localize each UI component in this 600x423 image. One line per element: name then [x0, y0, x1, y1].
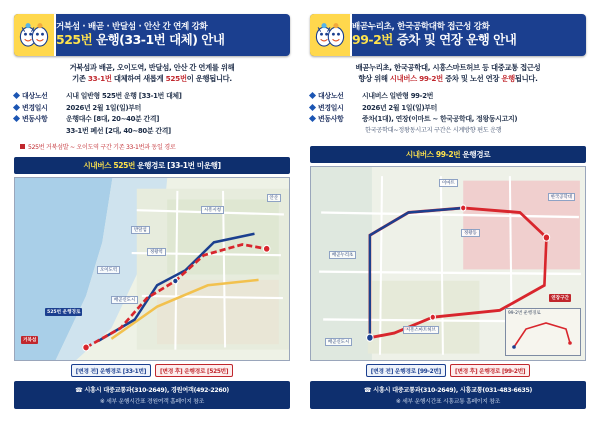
fact-key-label: 변동사항 — [22, 115, 48, 124]
fact-key — [14, 103, 66, 114]
fact-key-label: 변경일시 — [22, 103, 48, 112]
panel-525-note — [20, 142, 290, 151]
intro-line-1: 거북섬과 배곧, 오이도역, 반달섬, 안산 간 연계를 위해 — [69, 63, 235, 72]
panel-99-2-map-title — [310, 146, 586, 163]
fact-value: 2026년 2월 1일(일)부터 — [66, 103, 142, 112]
fact-row — [310, 103, 586, 114]
fact-value: 33-1번 폐선 [2대, 40~80분 간격] — [66, 126, 171, 135]
panel-525-facts — [14, 91, 290, 138]
panel-525-map-title — [14, 157, 290, 174]
footer-note: ※ 세부 운행시간표 시흥교통 홈페이지 참조 — [395, 399, 501, 405]
footer-note: ※ 세부 운행시간표 경원여객 홈페이지 참조 — [99, 399, 205, 405]
panel-525-map[interactable] — [14, 177, 290, 361]
panel-99-2-legend — [310, 364, 586, 377]
banner-title — [352, 33, 516, 47]
intro-2-new-route: 525번 — [165, 73, 187, 83]
diamond-bullet-icon — [309, 115, 316, 122]
map-title-rest: 운행경로 [33-1번 미운행] — [134, 160, 221, 170]
banner-subtitle: 배곧누리초, 한국공학대학 접근성 강화 — [352, 21, 490, 32]
map-label-smart-hub: 시흥스마트허브 — [403, 326, 439, 334]
map-label-baegot: 배곧신도시 — [111, 296, 138, 304]
fact-row — [310, 114, 586, 125]
fact-key — [14, 91, 66, 102]
banner-title-rest: 증차 및 연장 운행 안내 — [392, 32, 517, 48]
map-title-route: 시내버스 525번 — [83, 160, 135, 170]
fact-key — [310, 114, 362, 125]
map-label-korea-polytechnic-univ: 한국공학대 — [548, 193, 575, 201]
fact-row — [14, 103, 290, 114]
map-label-oido-station: 오이도역 — [97, 266, 120, 274]
city-mascot-icon — [313, 18, 347, 52]
map-label-jeongwang-station: 정왕역 — [147, 248, 166, 256]
map-525-graphic — [15, 178, 289, 360]
panel-99-2-map[interactable] — [310, 166, 586, 361]
panel-525-footer — [14, 381, 290, 409]
fact-key — [310, 91, 362, 102]
diamond-bullet-icon — [13, 92, 20, 99]
intro-line-1: 배곧누리초, 한국공학대, 시흥스마트허브 등 대중교통 접근성 — [355, 63, 541, 72]
map-inset-panel — [505, 308, 581, 356]
intro-2-old-route: 33-1번 — [87, 73, 112, 83]
legend-after: [변경 후] 운행경로 [99-2번] — [450, 364, 530, 377]
intro-2a: 향상 위해 — [358, 73, 390, 83]
intro-2b: 대체하여 새롭게 — [111, 73, 166, 83]
map-label-city-hall: 시흥시청 — [201, 206, 224, 214]
legend-before: [변경 전] 운행경로 [33-1번] — [71, 364, 151, 377]
panel-99-2-intro — [310, 63, 586, 85]
panel-525-banner-text — [56, 23, 224, 48]
banner-title-route: 99-2번 — [352, 32, 393, 48]
intro-line-2 — [14, 74, 290, 85]
footer-contact: ☎ 시흥시 대중교통과(310-2649), 경원여객(492-2260) — [75, 387, 229, 394]
legend-after: [변경 후] 운행경로 [525번] — [155, 364, 233, 377]
fact-value: 2026년 2월 1일(일)부터 — [362, 103, 438, 112]
legend-before: [변경 전] 운행경로 [99-2번] — [366, 364, 446, 377]
panel-525 — [8, 10, 296, 413]
banner-title — [56, 33, 224, 47]
panel-99-2-banner-text — [352, 23, 516, 48]
fact-key-label: 대상노선 — [318, 91, 344, 100]
banner-title-route: 525번 — [56, 32, 93, 48]
map-label-baegotnuri-elementary: 배곧누리초 — [329, 251, 356, 259]
fact-subnote: 한국공학대~정왕동시고지 구간은 시계방향 편도 운행 — [365, 126, 502, 134]
intro-2c: 이 운행됩니다. — [186, 73, 232, 83]
panel-525-intro — [14, 63, 290, 85]
map-title-rest: 운행경로 — [460, 149, 491, 159]
footer-contact: ☎ 시흥시 대중교통과(310-2649), 시흥교통(031-483-6635) — [363, 387, 533, 394]
map-legend-route-525: 525번 운행경로 — [47, 310, 81, 315]
fact-value: 증차(1대), 연장(이마트 ~ 한국공학대, 정왕동시고지) — [362, 115, 518, 124]
fact-key-label: 대상노선 — [22, 91, 48, 100]
intro-2-route: 시내버스 99-2번 — [389, 73, 443, 83]
fact-value: 시내 일반형 525번 운행 [33-1번 대체] — [66, 91, 182, 100]
city-mascot-icon — [17, 18, 51, 52]
diamond-bullet-icon — [13, 115, 20, 122]
diamond-bullet-icon — [13, 104, 20, 111]
map-label-emart: 이마트 — [439, 179, 458, 187]
fact-row — [14, 91, 290, 102]
panel-99-2-facts — [310, 91, 586, 136]
fact-key — [310, 103, 362, 114]
map-label-bandalseom: 반달섬 — [131, 226, 150, 234]
fact-key-label: 변경일시 — [318, 103, 344, 112]
fact-value: 운행대수 [8대, 20~40분 간격] — [66, 115, 160, 124]
fact-key — [14, 114, 66, 125]
note-text: 525번 거북섬발 ~ 오이도역 구간 기존 33-1번과 동일 경로 — [28, 143, 176, 151]
intro-2-highlight: 운행 — [501, 73, 515, 83]
banner-title-rest: 운행(33-1번 대체) 안내 — [92, 32, 225, 48]
map-inset-label: 99-2번 운행경로 — [508, 311, 541, 316]
intro-2c: 됩니다. — [514, 73, 538, 83]
fact-value: 시내버스 일반형 99-2번 — [362, 91, 434, 100]
fact-row — [310, 91, 586, 102]
square-bullet-icon — [20, 144, 25, 149]
map-label-ansan: 안산 — [267, 194, 281, 202]
fact-row — [14, 114, 290, 125]
panel-99-2-banner — [310, 14, 586, 56]
intro-2a: 기존 — [72, 73, 88, 83]
panel-525-banner — [14, 14, 290, 56]
map-label-extension-section: 연장구간 — [551, 296, 569, 301]
diamond-bullet-icon — [309, 104, 316, 111]
panel-525-legend — [14, 364, 290, 377]
fact-row — [14, 126, 290, 137]
map-label-jeongwang-dong: 정왕동 — [461, 229, 480, 237]
intro-2b: 증차 및 노선 연장 — [442, 73, 502, 83]
banner-subtitle: 거북섬 · 배곧 · 반달섬 · 안산 간 연계 강화 — [56, 21, 208, 32]
map-title-route: 시내버스 99-2번 — [405, 149, 461, 159]
panel-99-2-footer — [310, 381, 586, 409]
fact-key-label: 변동사항 — [318, 115, 344, 124]
panel-99-2 — [304, 10, 592, 413]
map-label-turtle-island: 거북섬 — [23, 338, 37, 343]
map-label-baegot-newtown: 배곧신도시 — [325, 338, 352, 346]
intro-line-2 — [310, 74, 586, 85]
diamond-bullet-icon — [309, 92, 316, 99]
fact-key — [14, 126, 66, 137]
